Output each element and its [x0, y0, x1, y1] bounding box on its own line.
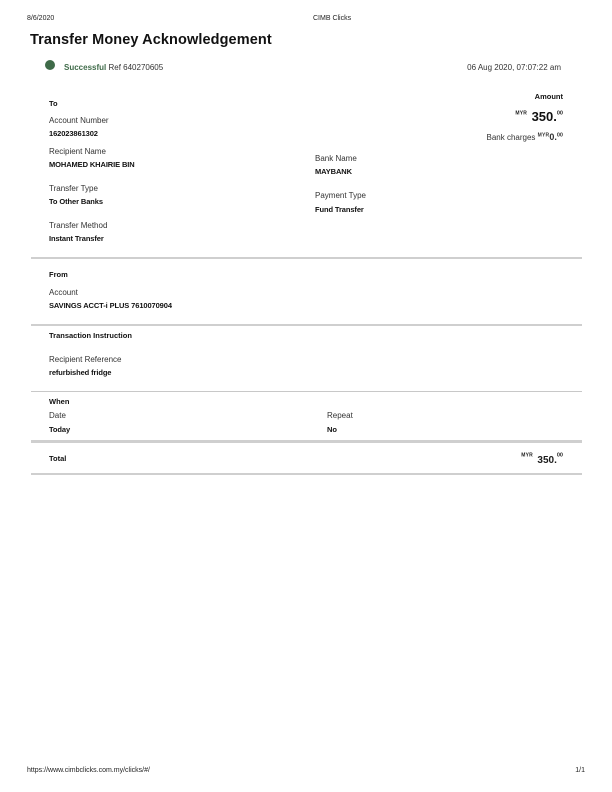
bank-charges-label: Bank charges	[486, 133, 536, 142]
reference-number: Ref 640270605	[108, 63, 164, 72]
footer-page-number: 1/1	[575, 767, 585, 774]
recipient-name-label: Recipient Name	[49, 147, 106, 156]
transfer-method-label: Transfer Method	[49, 221, 108, 230]
success-status-icon	[45, 60, 55, 70]
amount-label: Amount	[534, 92, 563, 101]
transfer-method-value: Instant Transfer	[49, 234, 104, 243]
amount-whole: 350.	[531, 109, 557, 124]
print-site-name: CIMB Clicks	[313, 15, 352, 22]
to-section-title: To	[49, 99, 58, 108]
print-date: 8/6/2020	[27, 15, 55, 22]
status-label: Successful	[64, 63, 107, 72]
bank-charges-cents: 00	[556, 132, 563, 139]
from-account-label: Account	[49, 288, 78, 297]
divider	[31, 257, 582, 259]
repeat-value: No	[327, 425, 337, 434]
payment-type-value: Fund Transfer	[315, 205, 364, 214]
bank-charges	[486, 132, 563, 142]
payment-type-label: Payment Type	[315, 191, 366, 200]
page-title: Transfer Money Acknowledgement	[30, 32, 272, 48]
divider	[31, 440, 582, 443]
bank-charges-whole: 0.	[549, 132, 557, 142]
divider	[31, 324, 582, 326]
total-label: Total	[49, 454, 67, 463]
total-currency: MYR	[521, 452, 533, 459]
transaction-timestamp: 06 Aug 2020, 07:07:22 am	[467, 63, 561, 72]
recipient-reference-value: refurbished fridge	[49, 368, 112, 377]
bank-charges-currency: MYR	[537, 132, 550, 139]
transfer-type-value: To Other Banks	[49, 197, 103, 206]
bank-name-value: MAYBANK	[315, 167, 352, 176]
amount-value	[515, 108, 563, 126]
repeat-label: Repeat	[327, 411, 353, 420]
date-label: Date	[49, 411, 66, 420]
total-amount	[521, 450, 563, 468]
recipient-reference-label: Recipient Reference	[49, 355, 122, 364]
date-value: Today	[49, 425, 71, 434]
divider	[31, 473, 582, 475]
account-number-value: 162023861302	[49, 129, 98, 138]
instruction-section-title: Transaction Instruction	[49, 331, 132, 340]
total-whole: 350.	[537, 455, 557, 466]
account-number-label: Account Number	[49, 116, 109, 125]
footer-url: https://www.cimbclicks.com.my/clicks/#/	[27, 767, 150, 774]
when-section-title: When	[49, 397, 70, 406]
amount-cents: 00	[556, 110, 563, 117]
status-line	[64, 63, 163, 72]
bank-name-label: Bank Name	[315, 154, 357, 163]
from-section-title: From	[49, 270, 68, 279]
divider	[31, 391, 582, 392]
transfer-type-label: Transfer Type	[49, 184, 98, 193]
recipient-name-value: MOHAMED KHAIRIE BIN	[49, 160, 135, 169]
amount-currency: MYR	[515, 110, 528, 117]
total-cents: 00	[556, 452, 563, 459]
from-account-value: SAVINGS ACCT-i PLUS 7610070904	[49, 301, 172, 310]
